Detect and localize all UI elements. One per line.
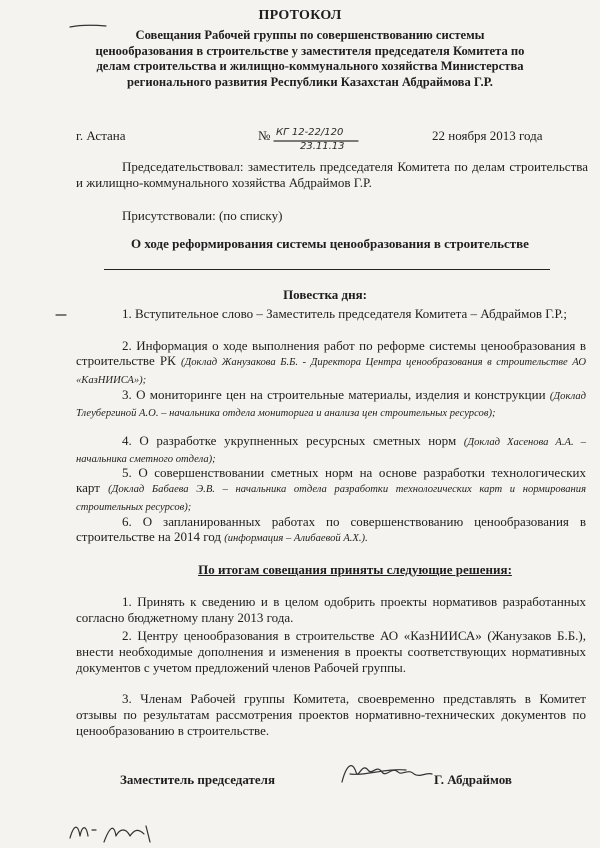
meeting-topic: О ходе реформирования системы ценообразования в строительстве bbox=[131, 236, 529, 251]
subtitle-line: Совещания Рабочей группы по совершенствованию системы bbox=[135, 28, 485, 42]
decision-item: 1. Принять к сведению и в целом одобрить проекты нормативов разработанных согласно бюджетному плану 2013 года. bbox=[76, 594, 586, 625]
agenda-item bbox=[76, 514, 586, 547]
number-sign: № bbox=[258, 128, 271, 143]
signature-graphic bbox=[336, 752, 436, 792]
agenda-item-text: 5. О совершенствовании сметных норм на основе разработки технологических карт bbox=[76, 465, 586, 496]
agenda-item-speaker: (информация – Алибаевой А.Х.). bbox=[224, 533, 368, 545]
signatory-position: Заместитель председателя bbox=[120, 772, 276, 787]
decision-item: 2. Центру ценообразования в строительстве АО «КазНИИСА» (Жанузаков Б.Б.), внести необходимые дополнения и изменения в проекты соответствующих нормативных документов с учетом предложений членов Рабочей группы. bbox=[76, 628, 586, 675]
margin-tick bbox=[54, 312, 68, 318]
initials-graphic bbox=[66, 818, 176, 846]
agenda-item bbox=[76, 433, 586, 468]
subtitle-line: ценообразования в строительстве у заместителя председателя Комитета по bbox=[95, 43, 525, 58]
agenda-item-text: 2. Информация о ходе выполнения работ по реформе системы ценообразования в строительстве РК bbox=[76, 338, 586, 369]
document-date: 22 ноября 2013 года bbox=[432, 128, 543, 143]
agenda-item-speaker: (Доклад Жанузакова Б.Б. - Директора Центра ценообразования в строительстве АО «КазНИИСА»); bbox=[76, 357, 587, 386]
decisions-title: По итогам совещания приняты следующие решения: bbox=[198, 562, 512, 577]
agenda-item bbox=[76, 306, 586, 321]
agenda-item-text: 1. Вступительное слово – Заместитель председателя Комитета – Абдраймов Г.Р.; bbox=[122, 306, 567, 321]
agenda-item-speaker: (Доклад Бабаева Э.В. – начальника отдела разработки технологических карт и нормирования строительных ресурсов); bbox=[76, 484, 586, 513]
agenda-item-speaker: (Доклад Хасенова А.А. – начальника сметного отдела); bbox=[76, 437, 586, 466]
registration-date: 23.11.13 bbox=[300, 141, 345, 152]
chair-paragraph: Председательствовал: заместитель председателя Комитета по делам строительства и жилищно-коммунального хозяйства Абдраймов Г.Р. bbox=[76, 159, 588, 190]
agenda-item bbox=[76, 387, 586, 422]
present-line: Присутствовали: (по списку) bbox=[122, 208, 283, 223]
agenda-item-text: 3. О мониторинге цен на строительные материалы, изделия и конструкции bbox=[122, 387, 546, 402]
agenda-item-speaker: (Доклад Тлеубергиной А.О. – начальника отдела мониторига и анализа цен строительных ресурсов); bbox=[76, 391, 587, 420]
topic-divider bbox=[104, 269, 550, 270]
agenda-title: Повестка дня: bbox=[283, 287, 367, 302]
agenda-item-text: 4. О разработке укрупненных ресурсных сметных норм bbox=[122, 433, 457, 448]
document-subtitle bbox=[60, 28, 560, 90]
agenda-item bbox=[76, 338, 586, 388]
city: г. Астана bbox=[76, 128, 126, 143]
document-title: ПРОТОКОЛ bbox=[258, 8, 342, 23]
subtitle-line: регионального развития Республики Казахстан Абдраймова Г.Р. bbox=[127, 74, 493, 89]
registration-number: КГ 12-22/120 bbox=[276, 127, 344, 138]
signatory-name: Г. Абдраймов bbox=[434, 772, 512, 787]
agenda-item bbox=[76, 465, 586, 515]
decision-item: 3. Членам Рабочей группы Комитета, своевременно представлять в Комитет отзывы по результатам рассмотрения проектов нормативно-технических документов по ценообразованию в строительстве. bbox=[76, 691, 586, 738]
subtitle-line: делам строительства и жилищно-коммунального хозяйства Министерства bbox=[96, 59, 524, 74]
agenda-item-text: 6. О запланированных работах по совершенствованию ценообразования в строительстве на 2014 год bbox=[76, 514, 586, 545]
